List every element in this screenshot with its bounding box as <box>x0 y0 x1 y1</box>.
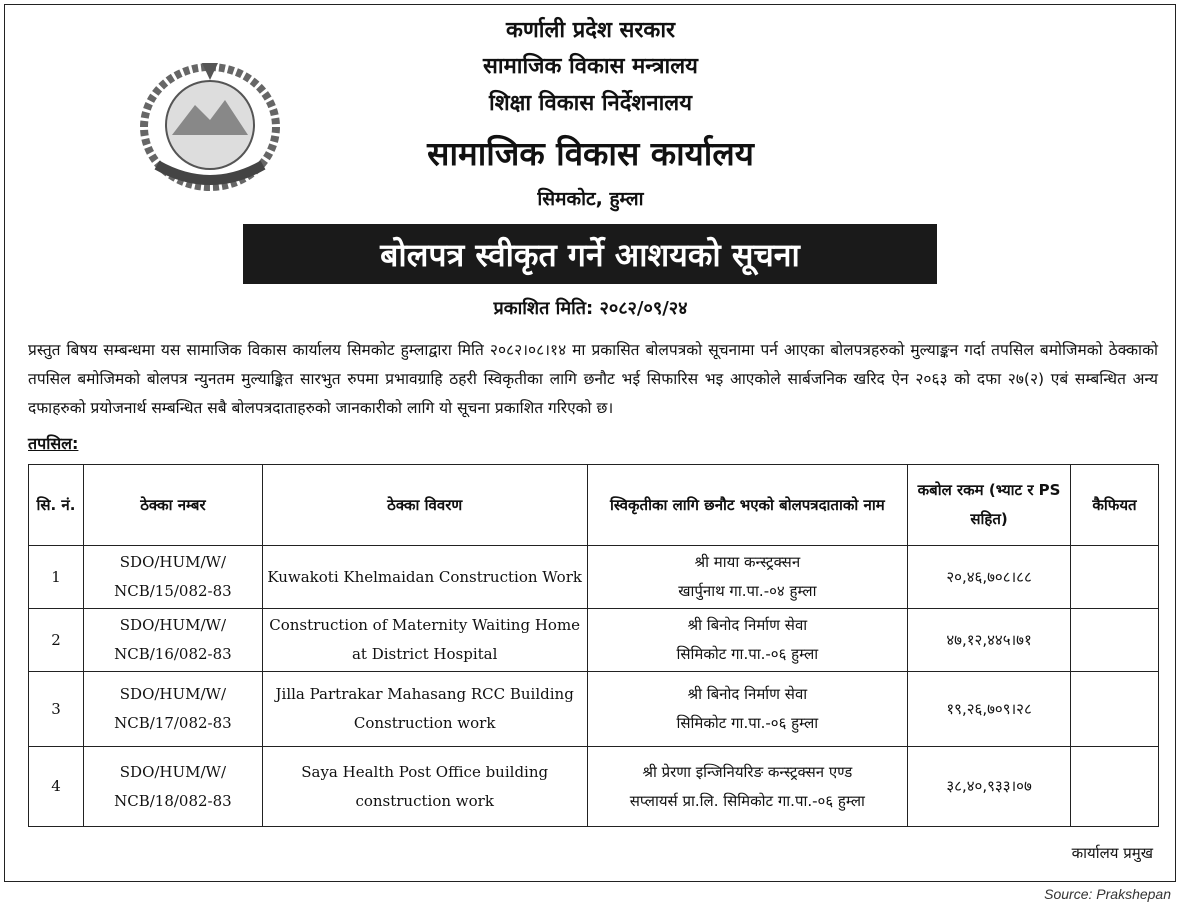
cell-bidder <box>587 546 908 609</box>
cell-contract-no: SDO/HUM/W/ NCB/15/082-83 <box>83 546 262 609</box>
table-header-row <box>29 465 1159 546</box>
office-title: सामाजिक विकास कार्यालय <box>427 134 754 173</box>
cell-contract-no: SDO/HUM/W/ NCB/16/082-83 <box>83 609 262 672</box>
source-credit: Source: Prakshepan <box>1044 886 1171 902</box>
published-date: प्रकाशित मिति: २०८२/०९/२४ <box>493 298 688 319</box>
cell-amount: २०,४६,७०८।८८ <box>908 546 1071 609</box>
bidder-address: सप्लायर्स प्रा.लि. सिमिकोट गा.पा.-०६ हुम्ला <box>629 791 865 810</box>
cell-remarks <box>1071 747 1159 827</box>
header-line2: सामाजिक विकास मन्त्रालय <box>483 54 698 79</box>
cell-amount: १९,२६,७०९।२८ <box>908 672 1071 747</box>
bidder-name: श्री बिनोद निर्माण सेवा <box>687 685 808 703</box>
header-bidder: स्विकृतीका लागि छनौट भएको बोलपत्रदाताको नाम <box>587 465 908 546</box>
bidder-address: खार्पुनाथ गा.पा.-०४ हुम्ला <box>678 582 817 600</box>
header-sn: सि. नं. <box>29 465 84 546</box>
bidder-name: श्री माया कन्स्ट्रक्सन <box>694 553 801 571</box>
cell-remarks <box>1071 672 1159 747</box>
bidder-name: श्री प्रेरणा इन्जिनियरिङ कन्स्ट्रक्सन एण्ड <box>642 762 853 781</box>
notice-banner: बोलपत्र स्वीकृत गर्ने आशयको सूचना <box>243 224 937 284</box>
cell-description: Kuwakoti Khelmaidan Construction Work <box>262 546 587 609</box>
office-location: सिमकोट, हुम्ला <box>537 188 644 210</box>
notice-body: प्रस्तुत बिषय सम्बन्धमा यस सामाजिक विकास कार्यालय सिमकोट हुम्लाद्वारा मिति २०८२।०८।१४ मा प्रकासित बोलपत्रको सूचनामा पर्न आएका बोलपत्रहरुको मुल्याङ्कन गर्दा तपसिल बमोजिमको ठेक्काको तपसिल बमोजिमको बोलपत्र न्युनतम मुल्याङ्कित सारभुत रुपमा प्रभावग्राहि ठहरी स्विकृतीका लागि छनौट भई सिफारिस भइ आएकोले सार्बजनिक खरिद ऐन २०६३ को दफा २७(२) एबं सम्बन्धित अन्य दफाहरुको प्रयोजनार्थ सम्बन्धित सबै बोलपत्रदाताहरुको जानकारीको लागि यो सूचना प्रकाशित गरिएको छ। <box>28 341 1158 417</box>
header-remarks: कैफियत <box>1071 465 1159 546</box>
cell-amount: ३८,४०,९३३।०७ <box>908 747 1071 827</box>
table-row <box>29 747 1159 827</box>
cell-sn: 3 <box>29 672 84 747</box>
office-chief-signature: कार्यालय प्रमुख <box>1071 844 1153 862</box>
cell-bidder <box>587 609 908 672</box>
cell-sn: 4 <box>29 747 84 827</box>
cell-description: Jilla Partrakar Mahasang RCC Building Construction work <box>262 672 587 747</box>
cell-bidder <box>587 747 908 827</box>
header-line1: कर्णाली प्रदेश सरकार <box>505 18 676 43</box>
table-row <box>29 546 1159 609</box>
header-description: ठेक्का विवरण <box>262 465 587 546</box>
cell-contract-no: SDO/HUM/W/ NCB/17/082-83 <box>83 672 262 747</box>
header-contract-no: ठेक्का नम्बर <box>83 465 262 546</box>
cell-contract-no: SDO/HUM/W/ NCB/18/082-83 <box>83 747 262 827</box>
cell-description: Construction of Maternity Waiting Home at District Hospital <box>262 609 587 672</box>
table-row <box>29 672 1159 747</box>
cell-amount: ४७,१२,४४५।७१ <box>908 609 1071 672</box>
header-line3: शिक्षा विकास निर्देशनालय <box>489 91 692 116</box>
bidder-name: श्री बिनोद निर्माण सेवा <box>687 616 808 634</box>
bid-table <box>28 464 1159 827</box>
header-amount: कबोल रकम (भ्याट र PS सहित) <box>908 465 1071 546</box>
cell-bidder <box>587 672 908 747</box>
cell-sn: 2 <box>29 609 84 672</box>
details-label: तपसिल: <box>28 434 79 453</box>
cell-remarks <box>1071 609 1159 672</box>
bidder-address: सिमिकोट गा.पा.-०६ हुम्ला <box>676 714 819 732</box>
bidder-address: सिमिकोट गा.पा.-०६ हुम्ला <box>676 645 819 663</box>
cell-description: Saya Health Post Office building construction work <box>262 747 587 827</box>
cell-remarks <box>1071 546 1159 609</box>
cell-sn: 1 <box>29 546 84 609</box>
table-row <box>29 609 1159 672</box>
